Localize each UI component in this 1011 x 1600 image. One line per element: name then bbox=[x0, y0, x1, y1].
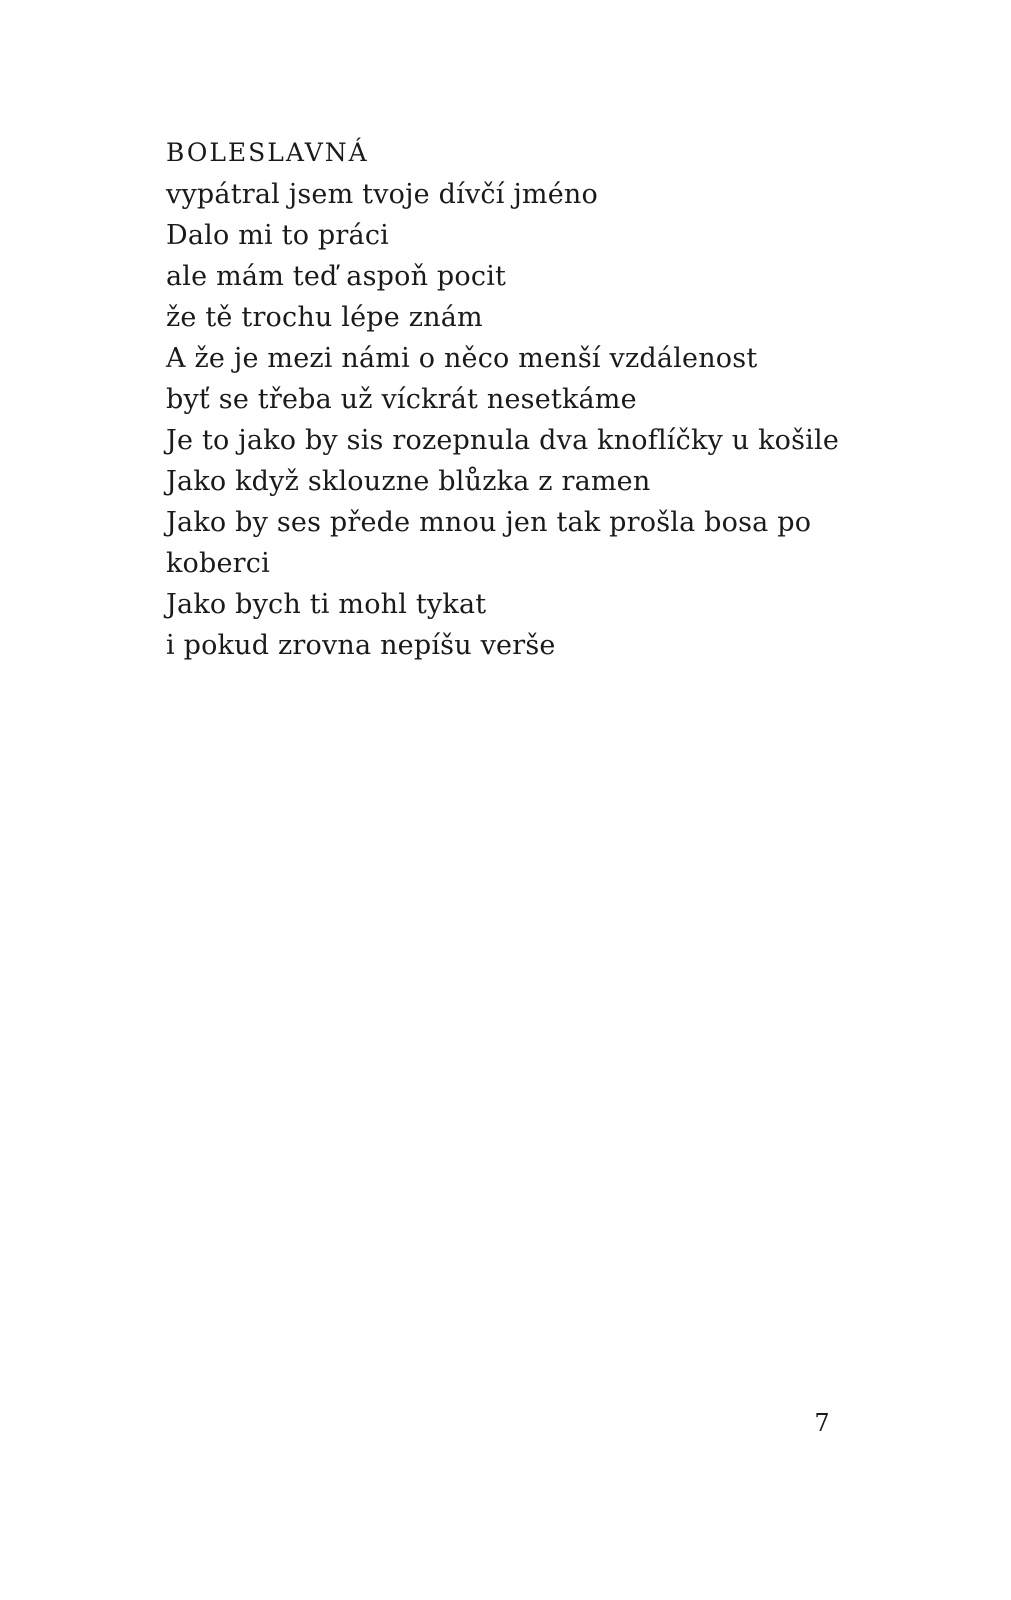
poem-line: ale mám teď aspoň pocit bbox=[166, 261, 507, 292]
poem-line: vypátral jsem tvoje dívčí jméno bbox=[166, 179, 598, 210]
poem-line: Dalo mi to práci bbox=[166, 220, 389, 251]
poem-line: Je to jako by sis rozepnula dva knoflíčky u košile bbox=[166, 425, 840, 456]
poem-line: i pokud zrovna nepíšu verše bbox=[166, 630, 556, 661]
poem bbox=[166, 132, 886, 666]
poem-line: A že je mezi námi o něco menší vzdálenost bbox=[166, 343, 758, 374]
poem-line: že tě trochu lépe znám bbox=[166, 302, 483, 333]
poem-line: Jako bych ti mohl tykat bbox=[166, 589, 487, 620]
page-number: 7 bbox=[814, 1409, 830, 1437]
poem-line: Jako by ses přede mnou jen tak prošla bosa po bbox=[166, 507, 812, 538]
poem-title: BOLESLAVNÁ bbox=[166, 138, 369, 167]
poem-line: byť se třeba už víckrát nesetkáme bbox=[166, 384, 637, 415]
poem-line: Jako když sklouzne blůzka z ramen bbox=[166, 466, 651, 497]
poem-lines bbox=[166, 174, 886, 666]
poem-line: koberci bbox=[166, 548, 270, 579]
